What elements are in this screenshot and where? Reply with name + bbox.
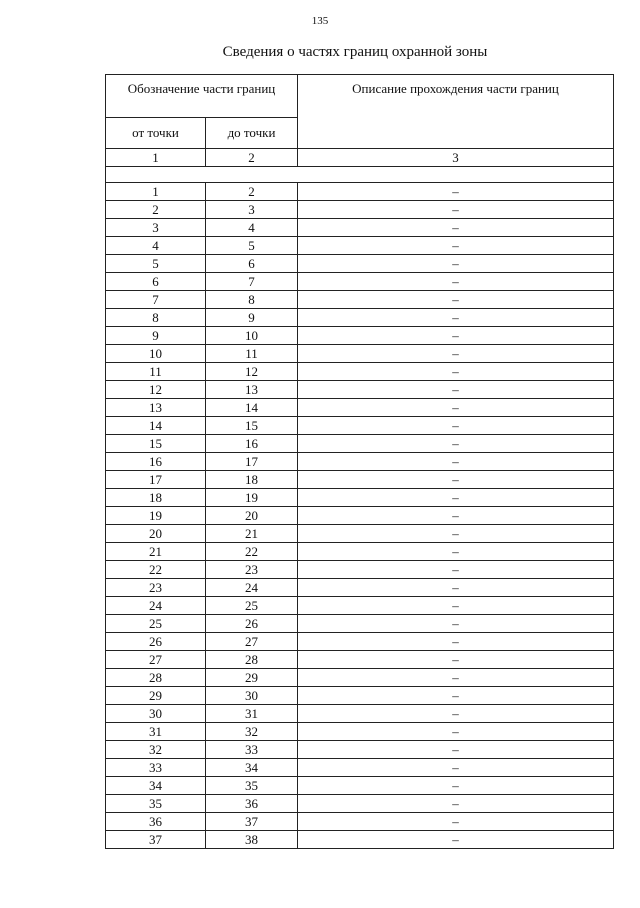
from-point-cell: 28 [106, 669, 206, 687]
description-cell: – [298, 777, 614, 795]
table-row [106, 777, 614, 795]
to-point-cell: 22 [206, 543, 298, 561]
description-cell: – [298, 399, 614, 417]
description-cell: – [298, 201, 614, 219]
description-cell: – [298, 453, 614, 471]
table-row [106, 723, 614, 741]
from-point-cell: 27 [106, 651, 206, 669]
description-cell: – [298, 759, 614, 777]
to-point-cell: 9 [206, 309, 298, 327]
from-point-cell: 24 [106, 597, 206, 615]
from-point-cell: 16 [106, 453, 206, 471]
to-point-cell: 4 [206, 219, 298, 237]
description-cell: – [298, 507, 614, 525]
to-point-cell: 26 [206, 615, 298, 633]
column-number: 3 [298, 149, 614, 167]
header-to-point: до точки [206, 118, 298, 149]
table-row [106, 273, 614, 291]
to-point-cell: 25 [206, 597, 298, 615]
from-point-cell: 11 [106, 363, 206, 381]
to-point-cell: 34 [206, 759, 298, 777]
table-row [106, 687, 614, 705]
blank-cell [106, 167, 614, 183]
table-row [106, 453, 614, 471]
description-cell: – [298, 183, 614, 201]
from-point-cell: 37 [106, 831, 206, 849]
table-row [106, 345, 614, 363]
table-row [106, 759, 614, 777]
table-row [106, 633, 614, 651]
description-cell: – [298, 327, 614, 345]
description-cell: – [298, 435, 614, 453]
from-point-cell: 30 [106, 705, 206, 723]
boundary-table-container [105, 74, 613, 849]
blank-row [106, 167, 614, 183]
to-point-cell: 2 [206, 183, 298, 201]
table-row [106, 291, 614, 309]
to-point-cell: 32 [206, 723, 298, 741]
to-point-cell: 14 [206, 399, 298, 417]
table-row [106, 381, 614, 399]
from-point-cell: 19 [106, 507, 206, 525]
to-point-cell: 16 [206, 435, 298, 453]
description-cell: – [298, 525, 614, 543]
table-row [106, 237, 614, 255]
from-point-cell: 25 [106, 615, 206, 633]
from-point-cell: 10 [106, 345, 206, 363]
column-number: 2 [206, 149, 298, 167]
description-cell: – [298, 489, 614, 507]
table-row [106, 507, 614, 525]
header-boundary-designation: Обозначение части границ [106, 75, 298, 118]
table-row [106, 651, 614, 669]
table-row [106, 435, 614, 453]
to-point-cell: 5 [206, 237, 298, 255]
to-point-cell: 20 [206, 507, 298, 525]
description-cell: – [298, 291, 614, 309]
to-point-cell: 17 [206, 453, 298, 471]
to-point-cell: 11 [206, 345, 298, 363]
header-boundary-description: Описание прохождения части границ [298, 75, 614, 149]
table-row [106, 525, 614, 543]
to-point-cell: 29 [206, 669, 298, 687]
to-point-cell: 38 [206, 831, 298, 849]
table-row [106, 417, 614, 435]
description-cell: – [298, 723, 614, 741]
to-point-cell: 3 [206, 201, 298, 219]
table-row [106, 309, 614, 327]
from-point-cell: 26 [106, 633, 206, 651]
description-cell: – [298, 471, 614, 489]
to-point-cell: 24 [206, 579, 298, 597]
from-point-cell: 18 [106, 489, 206, 507]
table-row [106, 255, 614, 273]
description-cell: – [298, 309, 614, 327]
to-point-cell: 23 [206, 561, 298, 579]
from-point-cell: 29 [106, 687, 206, 705]
from-point-cell: 8 [106, 309, 206, 327]
to-point-cell: 30 [206, 687, 298, 705]
table-row [106, 795, 614, 813]
table-row [106, 183, 614, 201]
to-point-cell: 21 [206, 525, 298, 543]
from-point-cell: 9 [106, 327, 206, 345]
table-row [106, 705, 614, 723]
description-cell: – [298, 417, 614, 435]
from-point-cell: 15 [106, 435, 206, 453]
description-cell: – [298, 669, 614, 687]
page-number: 135 [311, 15, 329, 27]
from-point-cell: 13 [106, 399, 206, 417]
from-point-cell: 34 [106, 777, 206, 795]
table-row [106, 813, 614, 831]
table-row [106, 579, 614, 597]
description-cell: – [298, 813, 614, 831]
boundary-table [105, 74, 614, 849]
to-point-cell: 6 [206, 255, 298, 273]
to-point-cell: 7 [206, 273, 298, 291]
from-point-cell: 21 [106, 543, 206, 561]
page-title: Сведения о частях границ охранной зоны [222, 44, 488, 60]
description-cell: – [298, 615, 614, 633]
description-cell: – [298, 831, 614, 849]
description-cell: – [298, 795, 614, 813]
from-point-cell: 33 [106, 759, 206, 777]
header-from-point: от точки [106, 118, 206, 149]
from-point-cell: 3 [106, 219, 206, 237]
from-point-cell: 35 [106, 795, 206, 813]
description-cell: – [298, 543, 614, 561]
from-point-cell: 23 [106, 579, 206, 597]
from-point-cell: 1 [106, 183, 206, 201]
from-point-cell: 2 [106, 201, 206, 219]
description-cell: – [298, 561, 614, 579]
from-point-cell: 32 [106, 741, 206, 759]
to-point-cell: 28 [206, 651, 298, 669]
table-row [106, 543, 614, 561]
description-cell: – [298, 273, 614, 291]
from-point-cell: 36 [106, 813, 206, 831]
to-point-cell: 12 [206, 363, 298, 381]
table-row [106, 399, 614, 417]
column-number: 1 [106, 149, 206, 167]
from-point-cell: 20 [106, 525, 206, 543]
to-point-cell: 37 [206, 813, 298, 831]
to-point-cell: 36 [206, 795, 298, 813]
description-cell: – [298, 219, 614, 237]
table-row [106, 615, 614, 633]
table-row [106, 831, 614, 849]
description-cell: – [298, 687, 614, 705]
table-row [106, 561, 614, 579]
table-row [106, 471, 614, 489]
description-cell: – [298, 597, 614, 615]
description-cell: – [298, 651, 614, 669]
from-point-cell: 7 [106, 291, 206, 309]
description-cell: – [298, 381, 614, 399]
description-cell: – [298, 705, 614, 723]
from-point-cell: 14 [106, 417, 206, 435]
description-cell: – [298, 579, 614, 597]
table-row [106, 201, 614, 219]
description-cell: – [298, 255, 614, 273]
description-cell: – [298, 345, 614, 363]
to-point-cell: 10 [206, 327, 298, 345]
table-row [106, 489, 614, 507]
to-point-cell: 35 [206, 777, 298, 795]
table-body [106, 167, 614, 849]
from-point-cell: 12 [106, 381, 206, 399]
description-cell: – [298, 237, 614, 255]
from-point-cell: 31 [106, 723, 206, 741]
to-point-cell: 18 [206, 471, 298, 489]
from-point-cell: 5 [106, 255, 206, 273]
description-cell: – [298, 633, 614, 651]
table-row [106, 327, 614, 345]
table-row [106, 597, 614, 615]
from-point-cell: 17 [106, 471, 206, 489]
table-row [106, 669, 614, 687]
description-cell: – [298, 363, 614, 381]
description-cell: – [298, 741, 614, 759]
to-point-cell: 27 [206, 633, 298, 651]
from-point-cell: 6 [106, 273, 206, 291]
to-point-cell: 8 [206, 291, 298, 309]
table-row [106, 219, 614, 237]
to-point-cell: 33 [206, 741, 298, 759]
from-point-cell: 4 [106, 237, 206, 255]
to-point-cell: 19 [206, 489, 298, 507]
to-point-cell: 15 [206, 417, 298, 435]
to-point-cell: 13 [206, 381, 298, 399]
table-row [106, 741, 614, 759]
table-row [106, 363, 614, 381]
to-point-cell: 31 [206, 705, 298, 723]
from-point-cell: 22 [106, 561, 206, 579]
